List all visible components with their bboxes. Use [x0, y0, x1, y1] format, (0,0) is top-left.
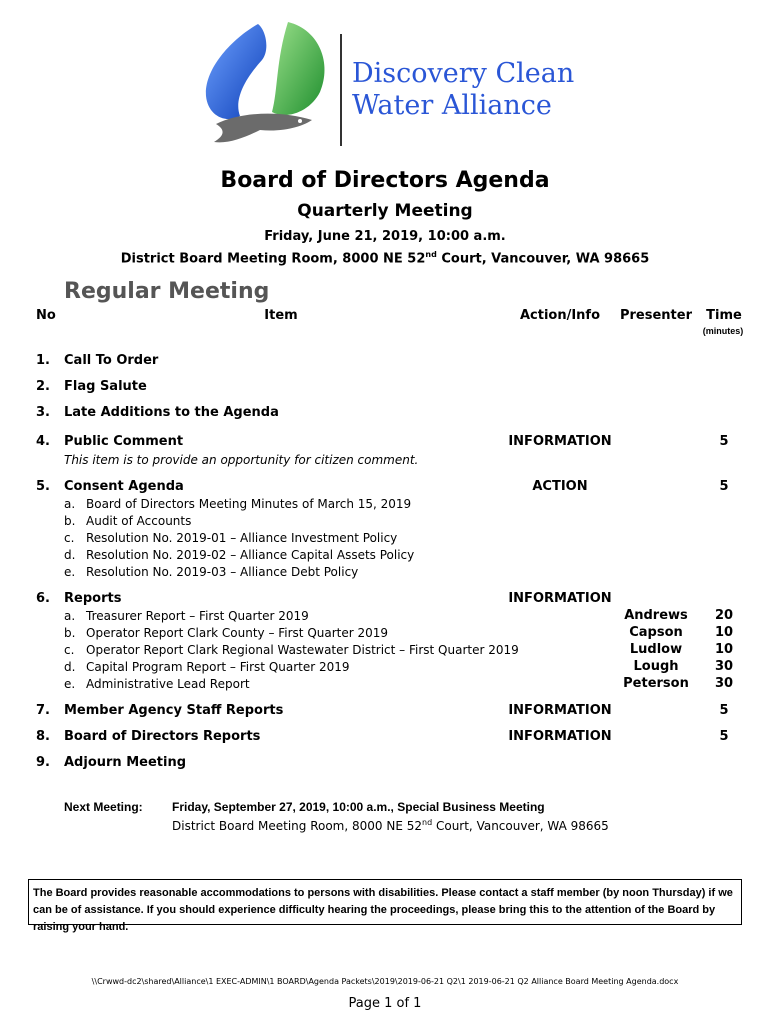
sub-item	[64, 626, 388, 640]
sub-item-time: 30	[714, 676, 734, 691]
sub-item-letter: a.	[64, 497, 76, 511]
location-sup: nd	[425, 250, 437, 259]
sub-item-text: Capital Program Report – First Quarter 2019	[86, 660, 350, 674]
sub-item	[64, 514, 191, 528]
sub-item	[64, 531, 397, 545]
column-header-presenter: Presenter	[619, 308, 692, 323]
sub-item	[64, 643, 519, 657]
item-title: Consent Agenda	[64, 479, 184, 494]
sub-item	[64, 609, 309, 623]
item-action: ACTION	[532, 479, 588, 494]
sub-item-text: Treasurer Report – First Quarter 2019	[86, 609, 309, 623]
sub-item-text: Administrative Lead Report	[86, 677, 250, 691]
item-number: 3.	[36, 405, 50, 420]
item-title: Call To Order	[64, 353, 159, 368]
item-number: 1.	[36, 353, 50, 368]
next-location-text-end: Court, Vancouver, WA 98665	[432, 819, 609, 833]
item-title: Member Agency Staff Reports	[64, 703, 284, 718]
logo-divider	[340, 34, 342, 146]
sub-item-letter: d.	[64, 548, 76, 562]
sub-item-presenter: Ludlow	[629, 642, 683, 657]
sub-item-letter: a.	[64, 609, 76, 623]
meeting-location	[0, 250, 770, 266]
sub-item-presenter: Lough	[633, 659, 679, 674]
sub-item-letter: c.	[64, 531, 75, 545]
organization-name-line2: Water Alliance	[352, 90, 552, 121]
sub-item	[64, 660, 350, 674]
sub-item-letter: e.	[64, 677, 76, 691]
sub-item-text: Operator Report Clark County – First Quarter 2019	[86, 626, 389, 640]
sub-item-letter: c.	[64, 643, 75, 657]
column-header-time: Time	[706, 308, 742, 323]
item-action: INFORMATION	[508, 434, 612, 449]
next-meeting-label: Next Meeting:	[64, 800, 143, 814]
sub-item-time: 30	[714, 659, 734, 674]
sub-item-letter: b.	[64, 626, 76, 640]
sub-item-letter: b.	[64, 514, 76, 528]
sub-item-letter: d.	[64, 660, 76, 674]
sub-item-time: 20	[714, 608, 734, 623]
item-action: INFORMATION	[508, 703, 612, 718]
item-title: Late Additions to the Agenda	[64, 405, 279, 420]
organization-name-line1: Discovery Clean	[352, 58, 575, 89]
sub-item-text: Board of Directors Meeting Minutes of March 15, 2019	[86, 497, 412, 511]
location-text-end: Court, Vancouver, WA 98665	[436, 251, 650, 267]
sub-item-text: Resolution No. 2019-03 – Alliance Debt Policy	[86, 565, 359, 579]
section-title: Regular Meeting	[64, 279, 270, 304]
item-time: 5	[719, 703, 729, 718]
item-number: 5.	[36, 479, 50, 494]
sub-item-text: Operator Report Clark Regional Wastewater District – First Quarter 2019	[86, 643, 519, 657]
item-number: 9.	[36, 755, 50, 770]
column-header-no: No	[36, 308, 56, 323]
sub-item-time: 10	[714, 642, 734, 657]
column-header-action: Action/Info	[519, 308, 601, 323]
item-title: Board of Directors Reports	[64, 729, 261, 744]
sub-item-text: Resolution No. 2019-01 – Alliance Investment Policy	[86, 531, 398, 545]
item-number: 6.	[36, 591, 50, 606]
item-action: INFORMATION	[508, 591, 612, 606]
next-location-sup: nd	[422, 818, 433, 827]
agenda-subtitle: Quarterly Meeting	[297, 201, 473, 221]
organization-logo-icon	[200, 20, 350, 160]
accessibility-notice: The Board provides reasonable accommodations to persons with disabilities. Please contact a staff member (by noon Thursday) if we can be of assistance. If you should experience difficulty hearing the proceedings, please bring this to the attention of the Board by raising your hand.	[28, 879, 742, 925]
item-time: 5	[719, 479, 729, 494]
sub-item-presenter: Peterson	[623, 676, 689, 691]
item-title: Reports	[64, 591, 122, 606]
item-time: 5	[719, 729, 729, 744]
sub-item	[64, 497, 411, 511]
item-time: 5	[719, 434, 729, 449]
organization-name	[352, 58, 574, 122]
meeting-date: Friday, June 21, 2019, 10:00 a.m.	[264, 229, 506, 244]
item-number: 2.	[36, 379, 50, 394]
file-path-footer: \\Crwwd-dc2\shared\Alliance\1 EXEC-ADMIN\1 BOARD\Agenda Packets\2019\2019-06-21 Q2\1 2019-06-21 Q2 Alliance Board Meeting Agenda.docx	[91, 977, 679, 986]
sub-item	[64, 548, 414, 562]
next-meeting-location	[172, 818, 609, 833]
sub-item-time: 10	[714, 625, 734, 640]
item-title: Flag Salute	[64, 379, 147, 394]
item-title: Public Comment	[64, 434, 184, 449]
item-action: INFORMATION	[508, 729, 612, 744]
sub-item-text: Audit of Accounts	[86, 514, 192, 528]
item-number: 7.	[36, 703, 50, 718]
sub-item-presenter: Andrews	[624, 608, 688, 623]
sub-item	[64, 677, 250, 691]
sub-item-text: Resolution No. 2019-02 – Alliance Capital Assets Policy	[86, 548, 415, 562]
time-unit-label: (minutes)	[702, 326, 744, 336]
sub-item	[64, 565, 358, 579]
item-note: This item is to provide an opportunity for citizen comment.	[64, 453, 419, 467]
column-header-item: Item	[264, 308, 298, 323]
item-number: 8.	[36, 729, 50, 744]
sub-item-presenter: Capson	[629, 625, 683, 640]
agenda-title: Board of Directors Agenda	[220, 168, 550, 193]
page-number: Page 1 of 1	[348, 996, 422, 1011]
sub-item-letter: e.	[64, 565, 76, 579]
location-text: District Board Meeting Room, 8000 NE 52	[120, 251, 426, 267]
next-meeting-date: Friday, September 27, 2019, 10:00 a.m., Special Business Meeting	[172, 800, 545, 814]
item-title: Adjourn Meeting	[64, 755, 187, 770]
next-location-text: District Board Meeting Room, 8000 NE 52	[172, 819, 422, 833]
item-number: 4.	[36, 434, 50, 449]
